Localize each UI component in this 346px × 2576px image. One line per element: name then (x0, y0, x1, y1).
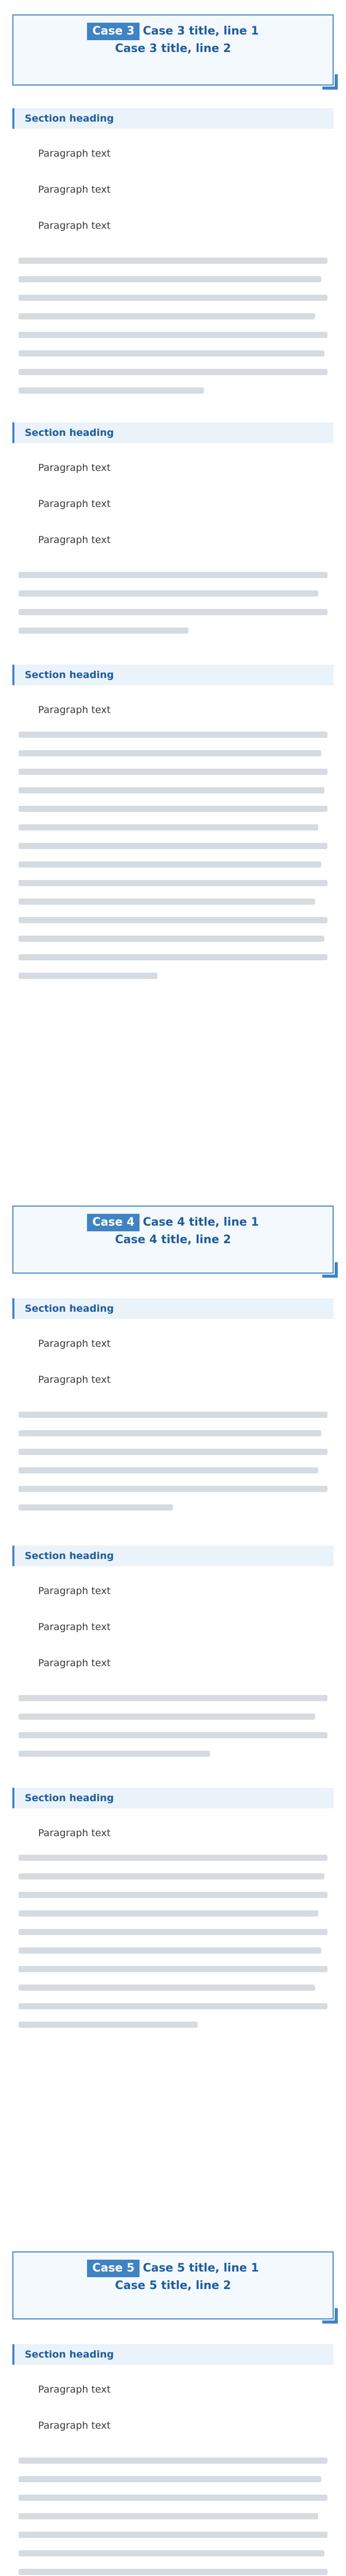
case-3-heading-2: Section heading (12, 422, 334, 443)
case-4-heading-2: Section heading (12, 1546, 334, 1566)
case-4-text-lines-a (19, 1412, 327, 1523)
case-3-para-1-1: Paragraph text (38, 148, 111, 159)
case-4-para-1-1: Paragraph text (38, 1338, 111, 1349)
case-4-para-2-3: Paragraph text (38, 1657, 111, 1669)
case-3-heading-1: Section heading (12, 108, 334, 129)
case-5-heading-1: Section heading (12, 2344, 334, 2365)
case-4-para-2-1: Paragraph text (38, 1585, 111, 1597)
case-3-para-1-2: Paragraph text (38, 184, 111, 195)
case-4-text-lines-b (19, 1695, 327, 1769)
case-3-para-2-2: Paragraph text (38, 498, 111, 510)
case-3-title-line1: Case 3 title, line 1 (143, 25, 259, 38)
case-5-title-line2: Case 5 title, line 2 (115, 2279, 231, 2292)
case-5-title-box (12, 2251, 334, 2319)
case-5-tag: Case 5 (87, 2260, 140, 2277)
case-3-text-lines-b (19, 572, 327, 646)
case-4-heading-1: Section heading (12, 1298, 334, 1319)
case-3-para-3-1: Paragraph text (38, 704, 111, 716)
case-4-title-line2: Case 4 title, line 2 (115, 1233, 231, 1246)
case-4-text-lines-c (19, 1855, 327, 2040)
case-4-title-box (12, 1206, 334, 1274)
case-5-title-line1: Case 5 title, line 1 (143, 2262, 259, 2275)
case-3-para-2-1: Paragraph text (38, 462, 111, 473)
case-5-para-1-1: Paragraph text (38, 2384, 111, 2395)
case-4-para-1-2: Paragraph text (38, 1374, 111, 1385)
case-4-title-line1: Case 4 title, line 1 (143, 1216, 259, 1229)
case-4-heading-3: Section heading (12, 1788, 334, 1808)
case-3-text-lines-c (19, 732, 327, 991)
case-3-tag: Case 3 (87, 23, 140, 40)
case-5-text-lines-a (19, 2458, 327, 2576)
case-3-title-box (12, 14, 334, 86)
case-4-para-2-2: Paragraph text (38, 1621, 111, 1633)
case-4-tag: Case 4 (87, 1214, 140, 1231)
case-3-text-lines-a (19, 258, 327, 406)
case-5-para-1-2: Paragraph text (38, 2420, 111, 2431)
case-3-para-2-3: Paragraph text (38, 534, 111, 546)
case-3-para-1-3: Paragraph text (38, 220, 111, 231)
case-4-para-3-1: Paragraph text (38, 1827, 111, 1839)
case-3-title-line2: Case 3 title, line 2 (115, 42, 231, 55)
case-3-heading-3: Section heading (12, 665, 334, 685)
